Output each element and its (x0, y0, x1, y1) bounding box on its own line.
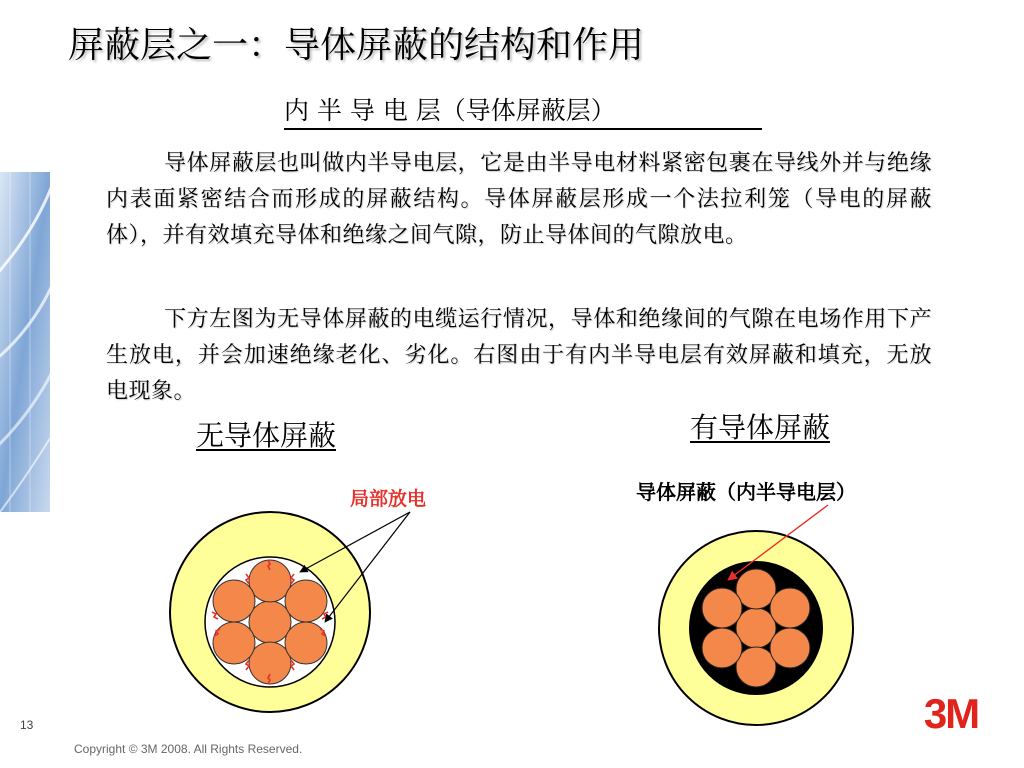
conductor-strand (702, 588, 742, 628)
conductor-strand (736, 608, 776, 648)
left-insulation-layer (170, 512, 370, 712)
right-insulation-layer (659, 531, 853, 725)
conductor-strand (285, 622, 327, 664)
spark-mark (268, 560, 270, 570)
discharge-sparks (212, 560, 328, 684)
conductor-strand (213, 580, 255, 622)
conductor-shield-label: 导体屏蔽（内半导电层） (636, 480, 856, 504)
discharge-pointer-arrow (300, 512, 410, 572)
conductor-strand (702, 628, 742, 668)
conductor-strand (736, 647, 776, 687)
3m-logo (910, 692, 992, 734)
left-conductor-strands (213, 560, 327, 684)
spark-mark (322, 612, 328, 619)
shield-pointer-arrow (728, 505, 828, 580)
spark-mark (320, 629, 326, 636)
description-paragraph-1: 导体屏蔽层也叫做内半导电层，它是由半导电材料紧密包裹在导线外并与绝缘内表面紧密结合而形成的屏蔽结构。导体屏蔽层形成一个法拉利笼（导电的屏蔽体），并有效填充导体和绝缘之间气隙，防止导体间的气隙放电。 (106, 151, 932, 248)
spark-mark (214, 629, 220, 636)
spark-mark (268, 674, 270, 684)
left-figure-caption: 无导体屏蔽 (196, 419, 337, 452)
spark-mark (212, 612, 218, 619)
conductor-strand (285, 580, 327, 622)
decorative-side-graphic (0, 172, 50, 512)
conductor-strand (249, 601, 291, 643)
right-cable-shielded (659, 505, 853, 725)
discharge-pointer-arrow (325, 512, 410, 622)
spark-mark (246, 660, 249, 670)
spark-mark (291, 660, 294, 670)
conductor-strand (213, 622, 255, 664)
conductor-strand (770, 628, 810, 668)
right-conductor-strands (702, 569, 810, 687)
section-subtitle: 内 半 导 电 层（导体屏蔽层） (284, 94, 762, 130)
conductor-shield-layer (689, 561, 823, 695)
spark-mark (291, 574, 294, 584)
conductor-strand (770, 588, 810, 628)
left-cable-unshielded (170, 512, 410, 712)
description-paragraph-2: 下方左图为无导体屏蔽的电缆运行情况，导体和绝缘间的气隙在电场作用下产生放电，并会加速绝缘老化、劣化。右图由于有内半导电层有效屏蔽和填充，无放电现象。 (106, 307, 932, 404)
left-air-gap (205, 557, 335, 687)
copyright-notice: Copyright © 3M 2008. All Rights Reserved. (74, 742, 303, 756)
conductor-strand (249, 560, 291, 602)
spark-mark (246, 574, 249, 584)
logo-text: 3M (923, 692, 979, 734)
right-figure-caption: 有导体屏蔽 (690, 411, 831, 444)
partial-discharge-label: 局部放电 (350, 488, 427, 510)
conductor-strand (736, 569, 776, 609)
page-number: 13 (20, 718, 34, 732)
conductor-strand (249, 642, 291, 684)
page-title: 屏蔽层之一：导体屏蔽的结构和作用 (68, 25, 645, 66)
